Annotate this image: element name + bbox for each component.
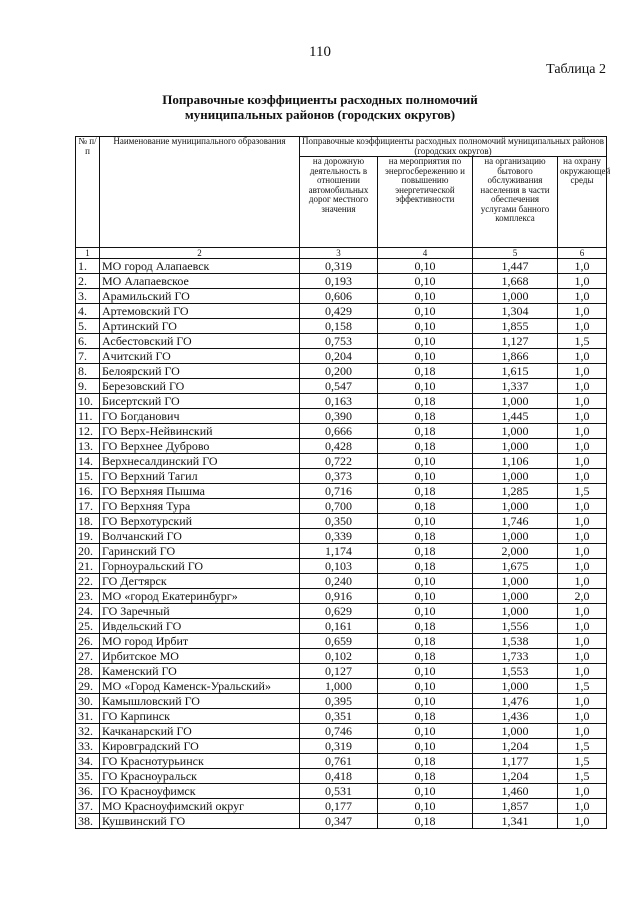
- table-row: [76, 649, 607, 664]
- municipality-name: Бисертский ГО: [100, 394, 300, 409]
- bath-coefficient: 1,668: [473, 274, 558, 289]
- bath-coefficient: 1,866: [473, 349, 558, 364]
- municipality-name: Ивдельский ГО: [100, 619, 300, 634]
- road-coefficient: 0,347: [300, 814, 378, 829]
- road-coefficient: 1,174: [300, 544, 378, 559]
- row-number: 4.: [76, 304, 100, 319]
- municipality-name: ГО Краснотурьинск: [100, 754, 300, 769]
- energy-coefficient: 0,18: [378, 544, 473, 559]
- energy-coefficient: 0,10: [378, 304, 473, 319]
- environment-coefficient: 1,0: [558, 439, 607, 454]
- table-row: [76, 289, 607, 304]
- table-row: [76, 694, 607, 709]
- coefficients-table: [75, 136, 611, 829]
- bath-coefficient: 1,000: [473, 424, 558, 439]
- environment-coefficient: 1,0: [558, 784, 607, 799]
- environment-coefficient: 1,0: [558, 664, 607, 679]
- table-row: [76, 334, 607, 349]
- environment-coefficient: 1,0: [558, 409, 607, 424]
- row-number: 32.: [76, 724, 100, 739]
- row-number: 18.: [76, 514, 100, 529]
- bath-coefficient: 1,000: [473, 394, 558, 409]
- table-row: [76, 409, 607, 424]
- energy-coefficient: 0,10: [378, 334, 473, 349]
- table-row: [76, 769, 607, 784]
- table-label: Таблица 2: [546, 62, 606, 77]
- table-row: [76, 439, 607, 454]
- bath-coefficient: 1,000: [473, 499, 558, 514]
- bath-coefficient: 1,733: [473, 649, 558, 664]
- table-row: [76, 724, 607, 739]
- road-coefficient: 0,339: [300, 529, 378, 544]
- header-group: Поправочные коэффициенты расходных полномочий муниципальных районов (городских округов): [300, 137, 607, 157]
- environment-coefficient: 1,0: [558, 364, 607, 379]
- table-row: [76, 379, 607, 394]
- environment-coefficient: 1,0: [558, 544, 607, 559]
- road-coefficient: 0,916: [300, 589, 378, 604]
- road-coefficient: 0,606: [300, 289, 378, 304]
- environment-coefficient: 1,0: [558, 424, 607, 439]
- row-number: 14.: [76, 454, 100, 469]
- column-number: 6: [558, 248, 607, 259]
- row-number: 15.: [76, 469, 100, 484]
- municipality-name: ГО Карпинск: [100, 709, 300, 724]
- table-row: [76, 364, 607, 379]
- municipality-name: МО Красноуфимский округ: [100, 799, 300, 814]
- table-row: [76, 739, 607, 754]
- table-row: [76, 634, 607, 649]
- energy-coefficient: 0,18: [378, 439, 473, 454]
- row-number: 23.: [76, 589, 100, 604]
- row-number: 33.: [76, 739, 100, 754]
- bath-coefficient: 1,000: [473, 679, 558, 694]
- road-coefficient: 0,373: [300, 469, 378, 484]
- municipality-name: ГО Верх-Нейвинский: [100, 424, 300, 439]
- bath-coefficient: 1,746: [473, 514, 558, 529]
- municipality-name: ГО Верхняя Тура: [100, 499, 300, 514]
- environment-coefficient: 1,0: [558, 799, 607, 814]
- energy-coefficient: 0,18: [378, 559, 473, 574]
- table-row: [76, 529, 607, 544]
- row-number: 28.: [76, 664, 100, 679]
- municipality-name: Горноуральский ГО: [100, 559, 300, 574]
- table-row: [76, 319, 607, 334]
- municipality-name: Кушвинский ГО: [100, 814, 300, 829]
- road-coefficient: 0,200: [300, 364, 378, 379]
- bath-coefficient: 1,556: [473, 619, 558, 634]
- road-coefficient: 0,531: [300, 784, 378, 799]
- table-row: [76, 304, 607, 319]
- energy-coefficient: 0,10: [378, 679, 473, 694]
- environment-coefficient: 1,0: [558, 619, 607, 634]
- municipality-name: Арамильский ГО: [100, 289, 300, 304]
- municipality-name: ГО Верхний Тагил: [100, 469, 300, 484]
- row-number: 13.: [76, 439, 100, 454]
- bath-coefficient: 1,460: [473, 784, 558, 799]
- row-number: 5.: [76, 319, 100, 334]
- row-number: 30.: [76, 694, 100, 709]
- header-road: на дорожную деятельность в отношении автомобильных дорог местного значения: [300, 157, 378, 248]
- energy-coefficient: 0,10: [378, 604, 473, 619]
- row-number: 24.: [76, 604, 100, 619]
- municipality-name: ГО Богданович: [100, 409, 300, 424]
- environment-coefficient: 1,0: [558, 499, 607, 514]
- bath-coefficient: 1,615: [473, 364, 558, 379]
- road-coefficient: 0,351: [300, 709, 378, 724]
- bath-coefficient: 1,445: [473, 409, 558, 424]
- row-number: 16.: [76, 484, 100, 499]
- energy-coefficient: 0,18: [378, 634, 473, 649]
- bath-coefficient: 1,000: [473, 604, 558, 619]
- table-row: [76, 679, 607, 694]
- column-number: 1: [76, 248, 100, 259]
- energy-coefficient: 0,10: [378, 724, 473, 739]
- road-coefficient: 0,319: [300, 739, 378, 754]
- environment-coefficient: 1,0: [558, 259, 607, 274]
- header-energy: на мероприятия по энергосбережению и повышению энергетической эффективности: [378, 157, 473, 248]
- road-coefficient: 0,700: [300, 499, 378, 514]
- municipality-name: Асбестовский ГО: [100, 334, 300, 349]
- row-number: 26.: [76, 634, 100, 649]
- environment-coefficient: 1,0: [558, 604, 607, 619]
- environment-coefficient: 1,0: [558, 574, 607, 589]
- environment-coefficient: 1,0: [558, 649, 607, 664]
- table-row: [76, 619, 607, 634]
- energy-coefficient: 0,18: [378, 769, 473, 784]
- table-row: [76, 814, 607, 829]
- road-coefficient: 0,716: [300, 484, 378, 499]
- table-row: [76, 484, 607, 499]
- row-number: 34.: [76, 754, 100, 769]
- row-number: 3.: [76, 289, 100, 304]
- environment-coefficient: 1,0: [558, 379, 607, 394]
- row-number: 6.: [76, 334, 100, 349]
- table-row: [76, 424, 607, 439]
- bath-coefficient: 1,857: [473, 799, 558, 814]
- row-number: 22.: [76, 574, 100, 589]
- road-coefficient: 0,204: [300, 349, 378, 364]
- road-coefficient: 0,395: [300, 694, 378, 709]
- page-number: 110: [309, 44, 331, 60]
- bath-coefficient: 1,436: [473, 709, 558, 724]
- energy-coefficient: 0,10: [378, 694, 473, 709]
- column-number: 3: [300, 248, 378, 259]
- row-number: 38.: [76, 814, 100, 829]
- energy-coefficient: 0,18: [378, 409, 473, 424]
- energy-coefficient: 0,18: [378, 814, 473, 829]
- road-coefficient: 0,319: [300, 259, 378, 274]
- environment-coefficient: 1,0: [558, 319, 607, 334]
- environment-coefficient: 1,0: [558, 289, 607, 304]
- environment-coefficient: 1,0: [558, 709, 607, 724]
- table-row: [76, 604, 607, 619]
- environment-coefficient: 1,0: [558, 349, 607, 364]
- bath-coefficient: 1,106: [473, 454, 558, 469]
- bath-coefficient: 1,000: [473, 439, 558, 454]
- row-number: 31.: [76, 709, 100, 724]
- row-number: 10.: [76, 394, 100, 409]
- energy-coefficient: 0,10: [378, 574, 473, 589]
- column-number: 4: [378, 248, 473, 259]
- bath-coefficient: 1,204: [473, 769, 558, 784]
- table-row: [76, 514, 607, 529]
- bath-coefficient: 1,855: [473, 319, 558, 334]
- energy-coefficient: 0,18: [378, 649, 473, 664]
- road-coefficient: 0,390: [300, 409, 378, 424]
- row-number: 17.: [76, 499, 100, 514]
- row-number: 35.: [76, 769, 100, 784]
- environment-coefficient: 1,5: [558, 739, 607, 754]
- bath-coefficient: 1,285: [473, 484, 558, 499]
- row-number: 2.: [76, 274, 100, 289]
- road-coefficient: 0,753: [300, 334, 378, 349]
- bath-coefficient: 1,341: [473, 814, 558, 829]
- municipality-name: Березовский ГО: [100, 379, 300, 394]
- environment-coefficient: 1,0: [558, 394, 607, 409]
- energy-coefficient: 0,10: [378, 514, 473, 529]
- municipality-name: ГО Верхотурский: [100, 514, 300, 529]
- header-environment: на охрану окружающей среды: [558, 157, 607, 248]
- bath-coefficient: 2,000: [473, 544, 558, 559]
- title-line-1: Поправочные коэффициенты расходных полномочий: [162, 92, 478, 107]
- environment-coefficient: 1,0: [558, 529, 607, 544]
- environment-coefficient: 1,0: [558, 304, 607, 319]
- bath-coefficient: 1,000: [473, 574, 558, 589]
- row-number: 21.: [76, 559, 100, 574]
- municipality-name: Кировградский ГО: [100, 739, 300, 754]
- municipality-name: Артинский ГО: [100, 319, 300, 334]
- bath-coefficient: 1,553: [473, 664, 558, 679]
- environment-coefficient: 1,0: [558, 274, 607, 289]
- table-row: [76, 349, 607, 364]
- row-number: 25.: [76, 619, 100, 634]
- environment-coefficient: 1,0: [558, 694, 607, 709]
- environment-coefficient: 1,5: [558, 754, 607, 769]
- road-coefficient: 1,000: [300, 679, 378, 694]
- header-bath: на организацию бытового обслуживания населения в части обеспечения услугами банного комплекса: [473, 157, 558, 248]
- municipality-name: Гаринский ГО: [100, 544, 300, 559]
- road-coefficient: 0,629: [300, 604, 378, 619]
- road-coefficient: 0,722: [300, 454, 378, 469]
- table-row: [76, 754, 607, 769]
- table-row: [76, 259, 607, 274]
- road-coefficient: 0,127: [300, 664, 378, 679]
- municipality-name: Волчанский ГО: [100, 529, 300, 544]
- row-number: 36.: [76, 784, 100, 799]
- column-number: 2: [100, 248, 300, 259]
- road-coefficient: 0,163: [300, 394, 378, 409]
- row-number: 1.: [76, 259, 100, 274]
- row-number: 27.: [76, 649, 100, 664]
- municipality-name: Ирбитское МО: [100, 649, 300, 664]
- energy-coefficient: 0,10: [378, 739, 473, 754]
- municipality-name: ГО Заречный: [100, 604, 300, 619]
- environment-coefficient: 1,0: [558, 514, 607, 529]
- road-coefficient: 0,429: [300, 304, 378, 319]
- municipality-name: Ачитский ГО: [100, 349, 300, 364]
- road-coefficient: 0,103: [300, 559, 378, 574]
- table-row: [76, 559, 607, 574]
- table-row: [76, 499, 607, 514]
- road-coefficient: 0,761: [300, 754, 378, 769]
- table-row: [76, 589, 607, 604]
- energy-coefficient: 0,10: [378, 379, 473, 394]
- table-row: [76, 394, 607, 409]
- energy-coefficient: 0,10: [378, 784, 473, 799]
- bath-coefficient: 1,000: [473, 289, 558, 304]
- table-row: [76, 274, 607, 289]
- environment-coefficient: 1,0: [558, 634, 607, 649]
- road-coefficient: 0,193: [300, 274, 378, 289]
- municipality-name: Верхнесалдинский ГО: [100, 454, 300, 469]
- environment-coefficient: 1,0: [558, 454, 607, 469]
- municipality-name: МО «Город Каменск-Уральский»: [100, 679, 300, 694]
- bath-coefficient: 1,127: [473, 334, 558, 349]
- bath-coefficient: 1,538: [473, 634, 558, 649]
- row-number: 11.: [76, 409, 100, 424]
- row-number: 20.: [76, 544, 100, 559]
- energy-coefficient: 0,18: [378, 529, 473, 544]
- table-row: [76, 469, 607, 484]
- environment-coefficient: 1,5: [558, 484, 607, 499]
- road-coefficient: 0,746: [300, 724, 378, 739]
- road-coefficient: 0,666: [300, 424, 378, 439]
- energy-coefficient: 0,10: [378, 469, 473, 484]
- municipality-name: Артемовский ГО: [100, 304, 300, 319]
- header-name: Наименование муниципального образования: [100, 137, 300, 248]
- environment-coefficient: 1,5: [558, 769, 607, 784]
- bath-coefficient: 1,204: [473, 739, 558, 754]
- environment-coefficient: 1,0: [558, 814, 607, 829]
- road-coefficient: 0,350: [300, 514, 378, 529]
- municipality-name: ГО Дегтярск: [100, 574, 300, 589]
- energy-coefficient: 0,18: [378, 499, 473, 514]
- row-number: 37.: [76, 799, 100, 814]
- table-row: [76, 544, 607, 559]
- energy-coefficient: 0,10: [378, 349, 473, 364]
- environment-coefficient: 1,0: [558, 469, 607, 484]
- energy-coefficient: 0,10: [378, 274, 473, 289]
- energy-coefficient: 0,18: [378, 424, 473, 439]
- road-coefficient: 0,177: [300, 799, 378, 814]
- municipality-name: МО Алапаевское: [100, 274, 300, 289]
- environment-coefficient: 2,0: [558, 589, 607, 604]
- bath-coefficient: 1,476: [473, 694, 558, 709]
- table-row: [76, 799, 607, 814]
- row-number: 19.: [76, 529, 100, 544]
- road-coefficient: 0,161: [300, 619, 378, 634]
- road-coefficient: 0,102: [300, 649, 378, 664]
- energy-coefficient: 0,18: [378, 619, 473, 634]
- municipality-name: ГО Красноуфимск: [100, 784, 300, 799]
- bath-coefficient: 1,000: [473, 589, 558, 604]
- energy-coefficient: 0,18: [378, 709, 473, 724]
- row-number: 29.: [76, 679, 100, 694]
- table-row: [76, 664, 607, 679]
- document-title: [0, 92, 640, 122]
- bath-coefficient: 1,675: [473, 559, 558, 574]
- energy-coefficient: 0,10: [378, 589, 473, 604]
- road-coefficient: 0,158: [300, 319, 378, 334]
- energy-coefficient: 0,10: [378, 319, 473, 334]
- environment-coefficient: 1,5: [558, 679, 607, 694]
- energy-coefficient: 0,10: [378, 799, 473, 814]
- municipality-name: МО «город Екатеринбург»: [100, 589, 300, 604]
- energy-coefficient: 0,18: [378, 364, 473, 379]
- energy-coefficient: 0,18: [378, 484, 473, 499]
- environment-coefficient: 1,0: [558, 724, 607, 739]
- road-coefficient: 0,659: [300, 634, 378, 649]
- table-row: [76, 784, 607, 799]
- energy-coefficient: 0,10: [378, 259, 473, 274]
- bath-coefficient: 1,447: [473, 259, 558, 274]
- title-line-2: муниципальных районов (городских округов): [184, 107, 456, 122]
- row-number: 7.: [76, 349, 100, 364]
- road-coefficient: 0,240: [300, 574, 378, 589]
- road-coefficient: 0,428: [300, 439, 378, 454]
- bath-coefficient: 1,000: [473, 469, 558, 484]
- energy-coefficient: 0,10: [378, 289, 473, 304]
- municipality-name: Камышловский ГО: [100, 694, 300, 709]
- municipality-name: Белоярский ГО: [100, 364, 300, 379]
- table-row: [76, 454, 607, 469]
- municipality-name: Каменский ГО: [100, 664, 300, 679]
- bath-coefficient: 1,337: [473, 379, 558, 394]
- road-coefficient: 0,418: [300, 769, 378, 784]
- bath-coefficient: 1,000: [473, 529, 558, 544]
- municipality-name: ГО Верхняя Пышма: [100, 484, 300, 499]
- bath-coefficient: 1,000: [473, 724, 558, 739]
- environment-coefficient: 1,0: [558, 559, 607, 574]
- row-number: 8.: [76, 364, 100, 379]
- energy-coefficient: 0,10: [378, 454, 473, 469]
- bath-coefficient: 1,304: [473, 304, 558, 319]
- table-row: [76, 709, 607, 724]
- energy-coefficient: 0,18: [378, 394, 473, 409]
- row-number: 12.: [76, 424, 100, 439]
- column-number: 5: [473, 248, 558, 259]
- energy-coefficient: 0,10: [378, 664, 473, 679]
- header-num: № п/п: [76, 137, 100, 248]
- municipality-name: ГО Верхнее Дуброво: [100, 439, 300, 454]
- row-number: 9.: [76, 379, 100, 394]
- road-coefficient: 0,547: [300, 379, 378, 394]
- municipality-name: Качканарский ГО: [100, 724, 300, 739]
- municipality-name: МО город Алапаевск: [100, 259, 300, 274]
- environment-coefficient: 1,5: [558, 334, 607, 349]
- table-row: [76, 574, 607, 589]
- bath-coefficient: 1,177: [473, 754, 558, 769]
- municipality-name: ГО Красноуральск: [100, 769, 300, 784]
- municipality-name: МО город Ирбит: [100, 634, 300, 649]
- energy-coefficient: 0,18: [378, 754, 473, 769]
